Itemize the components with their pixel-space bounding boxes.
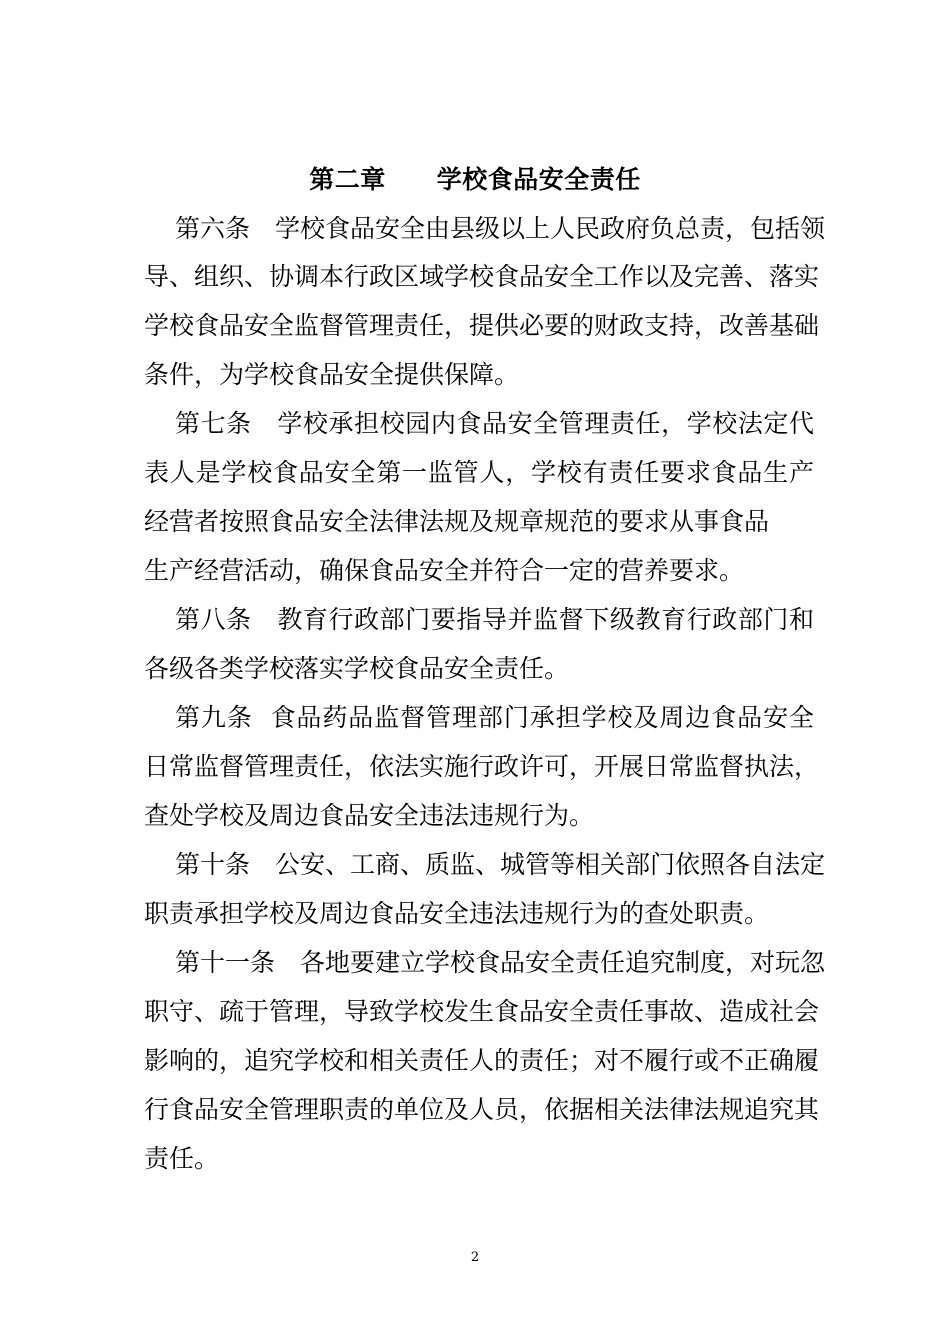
article-9-line-1: 第九条 食品药品监督管理部门承担学校及周边食品安全 bbox=[175, 703, 814, 732]
article-7-line-3: 经营者按照食品安全法律法规及规章规范的要求从事食品 bbox=[144, 507, 770, 536]
article-6-line-3: 学校食品安全监督管理责任，提供必要的财政支持，改善基础 bbox=[144, 311, 820, 340]
article-9-line-2: 日常监督管理责任，依法实施行政许可，开展日常监督执法， bbox=[144, 752, 820, 781]
article-9-line-3: 查处学校及周边食品安全违法违规行为。 bbox=[144, 801, 595, 830]
article-6-line-1: 第六条 学校食品安全由县级以上人民政府负总责，包括领 bbox=[175, 214, 826, 243]
article-8-line-1: 第八条 教育行政部门要指导并监督下级教育行政部门和 bbox=[175, 605, 814, 634]
article-7-line-2: 表人是学校食品安全第一监管人，学校有责任要求食品生产 bbox=[144, 458, 814, 487]
article-11-line-2: 职守、疏于管理，导致学校发生食品安全责任事故、造成社会 bbox=[144, 997, 820, 1026]
chapter-title: 第二章 学校食品安全责任 bbox=[309, 165, 641, 194]
article-11-line-1: 第十一条 各地要建立学校食品安全责任追究制度，对玩忽 bbox=[175, 948, 826, 977]
article-11-line-4: 行食品安全管理职责的单位及人员，依据相关法律法规追究其 bbox=[144, 1095, 820, 1124]
article-6-line-4: 条件，为学校食品安全提供保障。 bbox=[144, 360, 520, 389]
page-number: 2 bbox=[470, 1250, 480, 1265]
article-10-line-2: 职责承担学校及周边食品安全违法违规行为的查处职责。 bbox=[144, 899, 770, 928]
article-7-line-1: 第七条 学校承担校园内食品安全管理责任，学校法定代 bbox=[175, 409, 814, 438]
article-11-line-3: 影响的，追究学校和相关责任人的责任；对不履行或不正确履 bbox=[144, 1046, 820, 1075]
article-6-line-2: 导、组织、协调本行政区域学校食品安全工作以及完善、落实 bbox=[144, 262, 820, 291]
article-11-line-5: 责任。 bbox=[144, 1144, 220, 1173]
article-7-line-4: 生产经营活动，确保食品安全并符合一定的营养要求。 bbox=[144, 556, 745, 585]
article-8-line-2: 各级各类学校落实学校食品安全责任。 bbox=[144, 654, 570, 683]
article-10-line-1: 第十条 公安、工商、质监、城管等相关部门依照各自法定 bbox=[175, 850, 826, 879]
